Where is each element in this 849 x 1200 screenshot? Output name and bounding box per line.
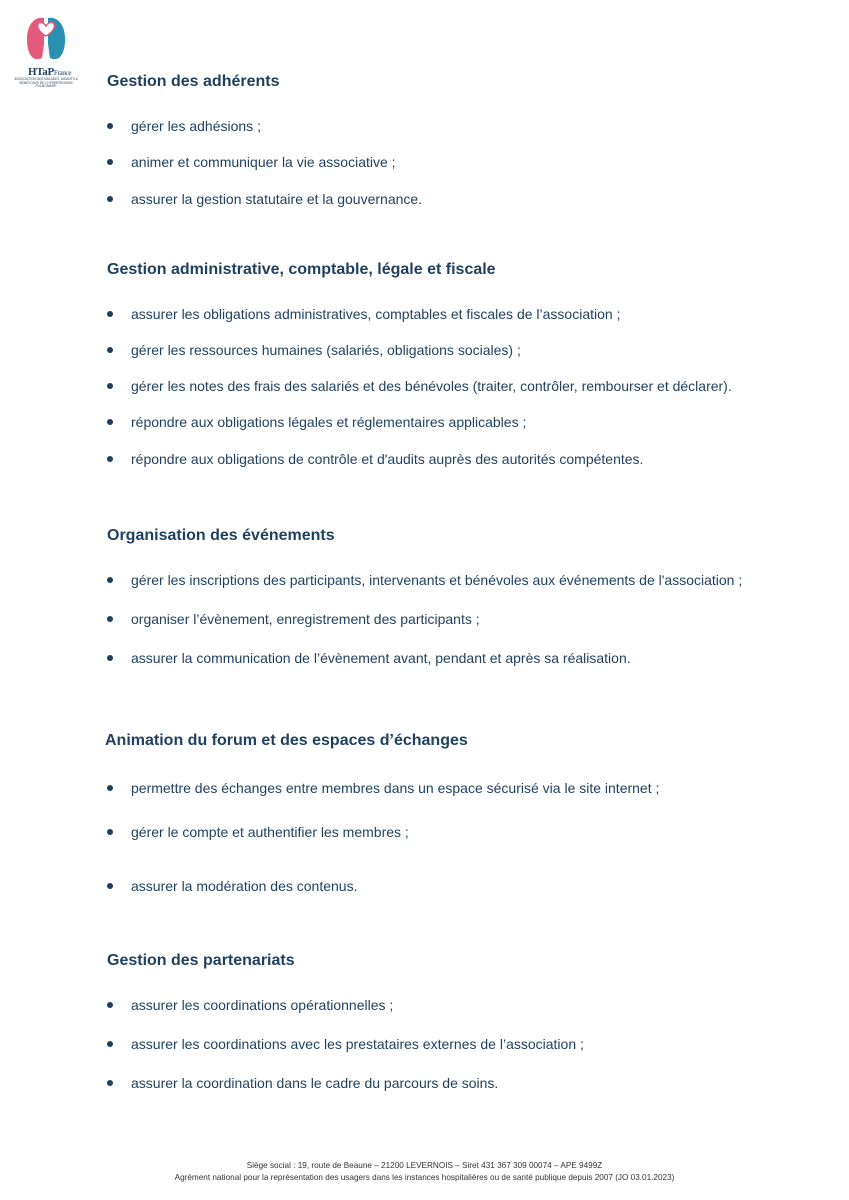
bullet (107, 1041, 113, 1047)
logo-tagline: ASSOCIATION DES MALADES, AIDANTS & BÉNÉVOLES DE L'HYPERTENSION PULMONAIRE (14, 77, 78, 89)
lungs-heart-icon (24, 14, 68, 66)
association-logo (14, 14, 78, 89)
bullet (107, 196, 113, 202)
bullet (107, 383, 113, 389)
bullet (107, 159, 113, 165)
bullet (107, 123, 113, 129)
logo-brand: HTaPFrance (28, 66, 72, 78)
bullet (107, 616, 113, 622)
section-heading: Gestion des adhérents (107, 73, 280, 90)
bullet (107, 785, 113, 791)
section-heading: Gestion des partenariats (107, 952, 295, 969)
section-heading: Gestion administrative, comptable, légale et fiscale (107, 261, 496, 278)
bullet (107, 577, 113, 583)
footer-address: Siège social : 19, route de Beaune – 21200 LEVERNOIS – Siret 431 367 309 00074 – APE 9499Z (246, 1161, 603, 1170)
bullet (107, 1002, 113, 1008)
bullet (107, 419, 113, 425)
section-heading: Organisation des événements (107, 527, 335, 544)
bullet (107, 829, 113, 835)
bullet (107, 1080, 113, 1086)
bullet (107, 311, 113, 317)
bullet (107, 456, 113, 462)
bullet (107, 883, 113, 889)
footer-accreditation: Agrément national pour la représentation des usagers dans les instances hospitalières ou de santé publique depuis 2007 (JO 03.01.2023) (174, 1173, 675, 1182)
section-heading: Animation du forum et des espaces d’échanges (105, 732, 468, 749)
bullet (107, 347, 113, 353)
bullet (107, 655, 113, 661)
